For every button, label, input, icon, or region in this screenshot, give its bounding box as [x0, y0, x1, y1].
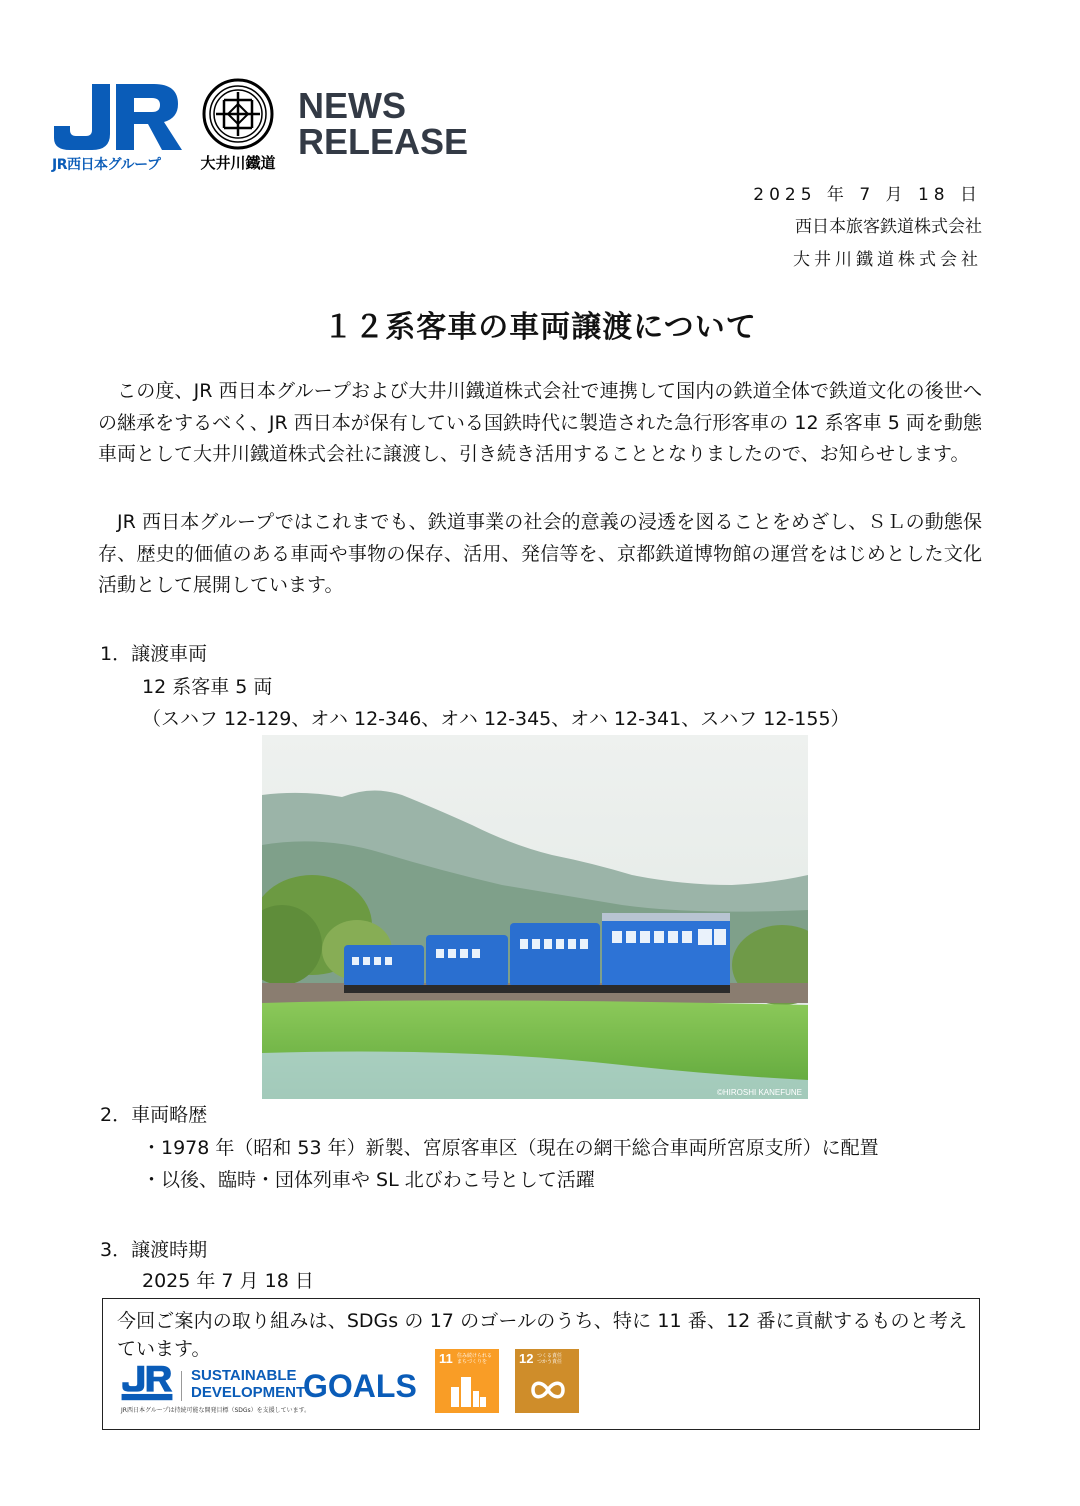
- sdg-goal-11-tile: [435, 1349, 499, 1413]
- sdg-caption: JR西日本グループは持続可能な開発目標（SDGs）を支援しています。: [121, 1407, 311, 1414]
- section2-heading: 2．車両略歴: [100, 1104, 208, 1126]
- oigawa-logo-text: 大井川鐵道: [200, 154, 276, 172]
- section1-line2: （スハフ 12-129、オハ 12-346、オハ 12-345、オハ 12-341、スハフ 12-155）: [142, 708, 850, 730]
- intro-paragraph-text: この度、JR 西日本グループおよび大井川鐵道株式会社で連携して国内の鉄道全体で鉄道文化の後世への継承をするべく、JR 西日本が保有している国鉄時代に製造された急行形客車の 12 系客車 5 両を動態車両として大井川鐵道株式会社に譲渡し、引き続き活用することとなりましたので、お知らせします。: [98, 380, 982, 465]
- sdgs-box: [102, 1298, 980, 1430]
- company-oigawa: 大井川鐵道株式会社: [793, 250, 982, 270]
- company-jr-west: 西日本旅客鉄道株式会社: [795, 217, 982, 237]
- section1-heading: 1．譲渡車両: [100, 643, 208, 665]
- sdg-goals-logo: [191, 1363, 431, 1403]
- sdg-goals-line1: SUSTAINABLE: [191, 1367, 297, 1384]
- oigawa-railway-logo: [200, 78, 276, 174]
- photo-credit: ©HIROSHI KANEFUNE: [716, 1088, 802, 1097]
- oigawa-seal-icon: [202, 78, 274, 150]
- background-paragraph-text: JR 西日本グループではこれまでも、鉄道事業の社会的意義の浸透を図ることをめざし、ＳＬの動態保存、歴史的価値のある車両や事物の保存、活用、発信等を、京都鉄道博物館の運営をはじめとした文化活動として展開しています。: [98, 511, 982, 596]
- sdg-goal-12-label: つくる責任 つかう責任: [537, 1353, 563, 1365]
- news-release-line1: NEWS: [298, 85, 406, 126]
- infinity-loop-icon: [529, 1373, 567, 1407]
- release-date: 2025 年 7 月 18 日: [753, 185, 982, 205]
- news-release-heading: [298, 85, 469, 162]
- background-paragraph: [98, 507, 982, 602]
- jr-west-group-logo: [52, 82, 182, 174]
- jr-logo-text: JR西日本グループ: [52, 157, 161, 173]
- sdg-goal-12-number: 12: [519, 1351, 534, 1366]
- page-title: １２系客車の車両譲渡について: [323, 310, 757, 345]
- sdg-goals-word: GOALS: [303, 1368, 417, 1403]
- section2-item-1: ・1978 年（昭和 53 年）新製、宮原客車区（現在の網干総合車両所宮原支所）に配置: [142, 1137, 879, 1159]
- sdg-goal-12-tile: [515, 1349, 579, 1413]
- sdg-divider: [181, 1371, 182, 1401]
- sdg-goal-11-number: 11: [439, 1351, 453, 1366]
- section3-value: 2025 年 7 月 18 日: [142, 1270, 314, 1292]
- section3-heading: 3．譲渡時期: [100, 1239, 208, 1261]
- section2-item-2: ・以後、臨時・団体列車や SL 北びわこ号として活躍: [142, 1169, 595, 1191]
- jr-logo-icon: [52, 82, 182, 152]
- intro-paragraph: [98, 376, 982, 471]
- sdg-goals-line2: DEVELOPMENT: [191, 1384, 306, 1401]
- train-photo-image: [262, 735, 808, 1099]
- news-release-line2: RELEASE: [298, 121, 469, 162]
- sdg-goal-11-label: 住み続けられる まちづくりを: [457, 1353, 493, 1365]
- city-buildings-icon: [449, 1373, 487, 1407]
- jr-small-logo-icon: [121, 1365, 173, 1401]
- sdgs-text: 今回ご案内の取り組みは、SDGs の 17 のゴールのうち、特に 11 番、12 番に貢献するものと考えています。: [117, 1310, 967, 1360]
- section1-line1: 12 系客車 5 両: [142, 676, 273, 698]
- train-photo: [262, 735, 808, 1099]
